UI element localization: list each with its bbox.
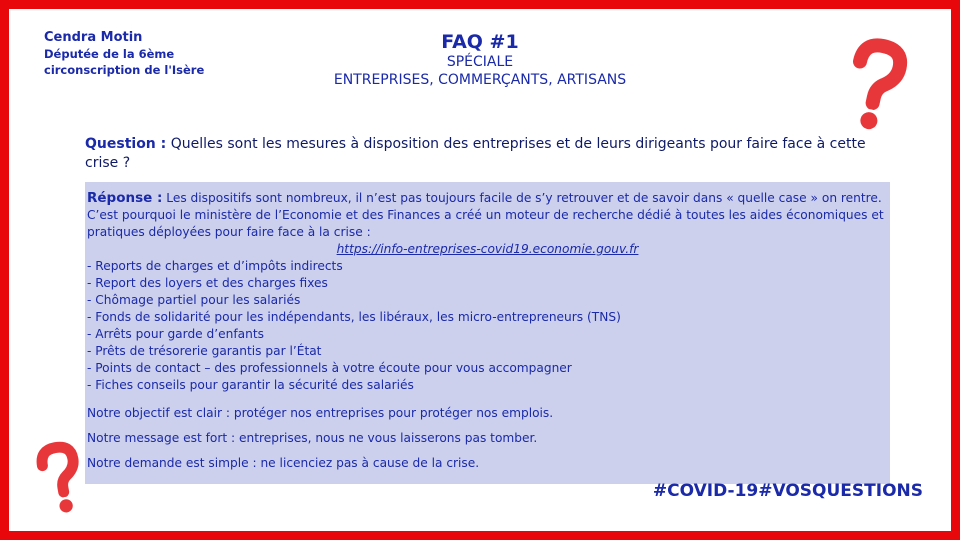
- list-item: - Fiches conseils pour garantir la sécurité des salariés: [87, 378, 414, 392]
- closing-objective: Notre objectif est clair : protéger nos entreprises pour protéger nos emplois.: [87, 406, 554, 420]
- question-label: Question :: [85, 136, 167, 152]
- list-item: - Arrêts pour garde d’enfants: [87, 327, 265, 341]
- answer-intro-text: Les dispositifs sont nombreux, il n’est pas toujours facile de s’y retrouver et de savoir dans « quelle case » on rentre. C’est pourquoi le ministère de l’Economie et des Finances a créé un moteur de recherche dédié à toutes les aides économiques et pratiques déployées pour faire face à la crise :: [87, 191, 884, 239]
- author-name: Cendra Motin: [44, 30, 143, 45]
- measures-list: [87, 258, 888, 394]
- list-item: - Chômage partiel pour les salariés: [87, 293, 301, 307]
- page-title: FAQ #1: [441, 31, 519, 53]
- author-constituency: circonscription de l'Isère: [44, 63, 205, 77]
- question-text: Quelles sont les mesures à disposition des entreprises et de leurs dirigeants pour faire face à cette crise ?: [85, 136, 866, 171]
- author-role: Députée de la 6ème: [44, 47, 175, 61]
- hashtag: #COVID-19#VOSQUESTIONS: [652, 481, 923, 501]
- list-item: - Fonds de solidarité pour les indépendants, les libéraux, les micro-entrepreneurs (TNS): [87, 310, 621, 324]
- answer-intro: [87, 190, 888, 241]
- answer-block: [85, 182, 890, 484]
- list-item: - Points de contact – des professionnels à votre écoute pour vous accompagner: [87, 361, 572, 375]
- answer-label: Réponse :: [87, 190, 163, 206]
- page-subtitle: SPÉCIALE: [446, 54, 514, 70]
- resource-link[interactable]: https://info-entreprises-covid19.economie.gouv.fr: [336, 242, 639, 256]
- question-mark-icon: [29, 441, 91, 519]
- list-item: - Prêts de trésorerie garantis par l’État: [87, 344, 322, 358]
- question-mark-icon: [839, 37, 909, 137]
- list-item: - Report des loyers et des charges fixes: [87, 276, 328, 290]
- closing-statements: [87, 405, 888, 472]
- page-header: [9, 31, 951, 89]
- question-block: [85, 135, 885, 173]
- list-item: - Reports de charges et d’impôts indirects: [87, 259, 343, 273]
- page-topic: ENTREPRISES, COMMERÇANTS, ARTISANS: [333, 72, 627, 88]
- closing-message: Notre message est fort : entreprises, nous ne vous laisserons pas tomber.: [87, 431, 538, 445]
- closing-request: Notre demande est simple : ne licenciez pas à cause de la crise.: [87, 456, 480, 470]
